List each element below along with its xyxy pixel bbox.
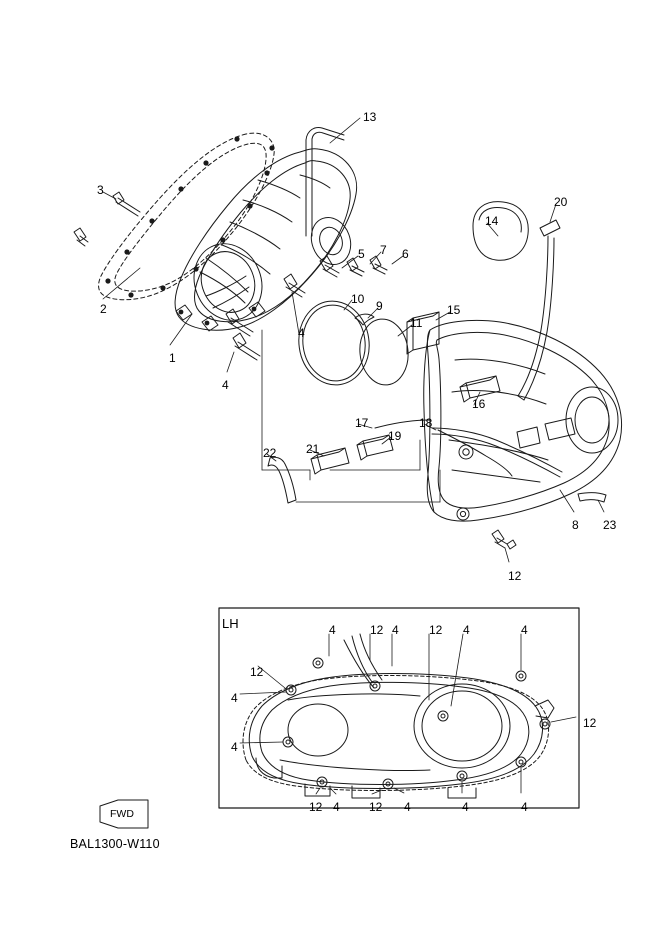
callout-16-15: 16 [472, 397, 486, 411]
callout-17-16: 17 [355, 416, 369, 430]
lh-callout-12-6: 12 [250, 665, 264, 679]
bracket-22 [268, 457, 296, 503]
callout-15-11: 15 [447, 303, 461, 317]
bolt-5 [320, 256, 339, 277]
callout-23-22: 23 [603, 518, 617, 532]
lh-cover-drawing [243, 674, 554, 799]
bolt-4-b [233, 333, 260, 360]
lh-callout-4-7: 4 [231, 691, 238, 705]
gasket-outline [99, 133, 275, 300]
part-code: BAL1300-W110 [70, 837, 160, 851]
callout-13-0: 13 [363, 110, 377, 124]
lh-callout-12-12: 12 [369, 800, 383, 814]
callout-10-8: 10 [351, 292, 365, 306]
lh-label: LH [222, 616, 239, 631]
callout-7-6: 7 [380, 243, 387, 257]
gasket-dowel-marks [105, 136, 274, 297]
callout-18-17: 18 [419, 416, 433, 430]
leader-lines-main [103, 118, 604, 562]
bolt-6 [370, 256, 387, 274]
lh-callout-4-13: 4 [404, 800, 411, 814]
callout-20-3: 20 [554, 195, 568, 209]
lh-cable [344, 634, 382, 688]
lh-callout-12-1: 12 [370, 623, 384, 637]
lh-callout-4-15: 4 [521, 800, 528, 814]
lh-callout-12-3: 12 [429, 623, 443, 637]
lh-callout-4-4: 4 [463, 623, 470, 637]
lh-callout-4-5: 4 [521, 623, 528, 637]
crankcase-body [424, 320, 622, 521]
cap-14 [473, 202, 528, 261]
bolt-3b [74, 228, 88, 246]
fwd-label: FWD [110, 808, 134, 820]
lh-callout-4-2: 4 [392, 623, 399, 637]
callout-11-10: 11 [410, 316, 423, 330]
clip-13 [306, 128, 344, 237]
lh-callout-4-14: 4 [462, 800, 469, 814]
hose-18 [432, 428, 562, 477]
lh-callout-12-8: 12 [583, 716, 597, 730]
cover-mount-lugs [176, 302, 265, 331]
callout-12-23: 12 [508, 569, 522, 583]
callout-5-5: 5 [358, 247, 365, 261]
callout-22-19: 22 [263, 446, 277, 460]
callout-19-18: 19 [388, 429, 402, 443]
bolt-12-main [492, 530, 516, 549]
callout-9-9: 9 [376, 299, 383, 313]
lh-callout-4-11: 4 [333, 800, 340, 814]
oring-10 [293, 297, 374, 390]
callout-6-7: 6 [402, 247, 409, 261]
bolt-3 [113, 192, 140, 216]
lh-callout-4-9: 4 [231, 740, 238, 754]
callout-4-13: 4 [222, 378, 229, 392]
callout-21-20: 21 [306, 442, 320, 456]
callout-2-4: 2 [100, 302, 107, 316]
callout-8-21: 8 [572, 518, 579, 532]
callout-3-1: 3 [97, 183, 104, 197]
callout-4-14: 4 [298, 326, 305, 340]
lh-callout-12-10: 12 [309, 800, 323, 814]
lh-callout-4-0: 4 [329, 623, 336, 637]
callout-1-12: 1 [169, 351, 176, 365]
clip-23 [578, 493, 606, 502]
bolt-4-a [226, 309, 253, 336]
lh-leader-lines [240, 634, 576, 794]
callout-14-2: 14 [485, 214, 499, 228]
